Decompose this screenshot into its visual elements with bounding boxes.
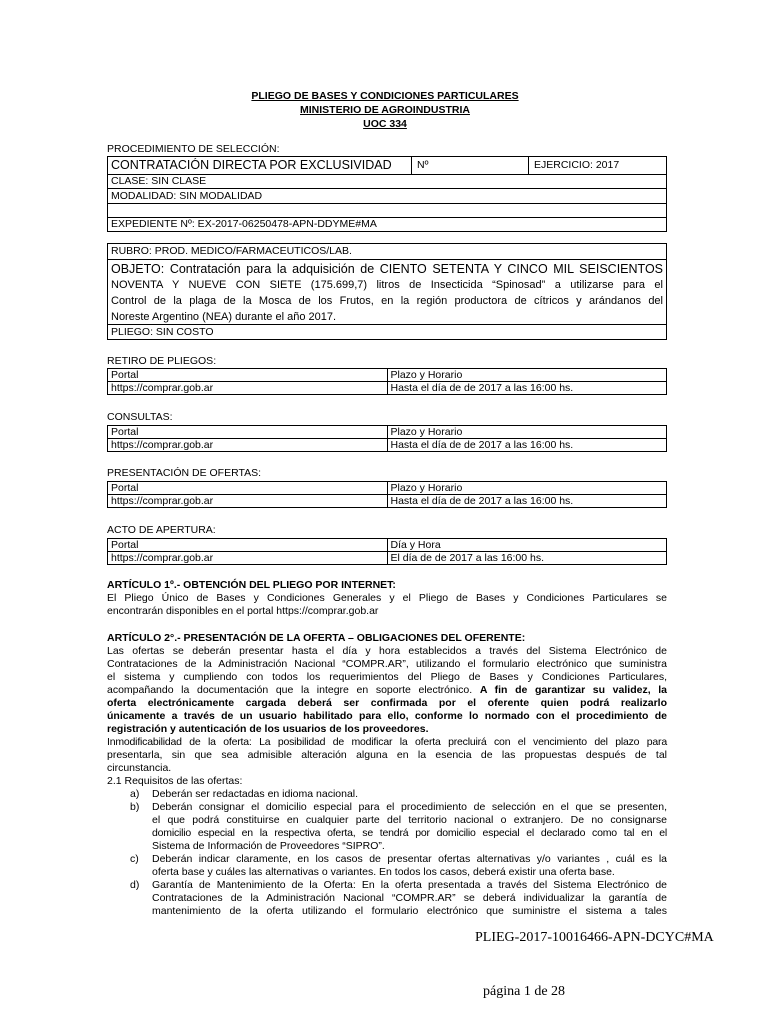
requisito-b: b) Deberán consignar el domicilio especial para el procedimiento de selección en el que se presenten, el que podrá constituirse en cualquier parte del territorio nacional o extranjero. De no consignarse domicilio especial en la respectiva oferta, se tendrá por domicilio especial el declarado como tal en el Sistema de Información de Proveedores “SIPRO”. xyxy=(130,801,667,852)
requisitos-title: 2.1 Requisitos de las ofertas: xyxy=(107,775,243,787)
apertura-dia-head: Día y Hora xyxy=(387,539,667,552)
doc-title: PLIEGO DE BASES Y CONDICIONES PARTICULARES xyxy=(251,90,519,102)
retiro-plazo-value: Hasta el día de de 2017 a las 16:00 hs. xyxy=(387,382,667,395)
presentacion-title: PRESENTACIÓN DE OFERTAS: xyxy=(107,467,262,479)
retiro-title: RETIRO DE PLIEGOS: xyxy=(107,355,217,367)
retiro-portal-link[interactable]: https://comprar.gob.ar xyxy=(108,382,388,395)
requisito-c: c) Deberán indicar claramente, en los casos de presentar ofertas alternativas y/o variantes , cuál es la oferta base y cuáles las alternativas o variantes. En todos los casos, deberá existir una oferta base. xyxy=(130,853,667,878)
procedimiento-modalidad: MODALIDAD: SIN MODALIDAD xyxy=(108,189,666,204)
consultas-portal-link[interactable]: https://comprar.gob.ar xyxy=(108,439,388,452)
procedimiento-clase: CLASE: SIN CLASE xyxy=(108,174,666,189)
objeto-box xyxy=(107,243,667,340)
article-2-title: ARTÍCULO 2°.- PRESENTACIÓN DE LA OFERTA – OBLIGACIONES DEL OFERENTE: xyxy=(107,632,526,644)
procedimiento-numero: Nº xyxy=(417,159,429,171)
retiro-table xyxy=(107,368,667,395)
procedimiento-ejercicio: EJERCICIO: 2017 xyxy=(534,159,620,171)
consultas-title: CONSULTAS: xyxy=(107,411,173,423)
article-1: ARTÍCULO 1º.- OBTENCIÓN DEL PLIEGO POR INTERNET: El Pliego Único de Bases y Condiciones Generales y el Pliego de Bases y Condiciones Particulares se encontrarán disponibles en el portal https://comprar.gob.ar xyxy=(107,579,667,617)
presentacion-plazo-head: Plazo y Horario xyxy=(387,482,667,495)
presentacion-plazo-value: Hasta el día de de 2017 a las 16:00 hs. xyxy=(387,495,667,508)
consultas-table xyxy=(107,425,667,452)
expediente: EXPEDIENTE Nº: EX-2017-06250478-APN-DDYME#MA xyxy=(111,218,377,230)
article-1-title: ARTÍCULO 1º.- OBTENCIÓN DEL PLIEGO POR INTERNET: xyxy=(107,579,396,591)
objeto-text: OBJETO: Contratación para la adquisición de CIENTO SETENTA Y CINCO MIL SEISCIENTOS NOVENTA Y NUEVE CON SIETE (175.699,7) litros de Insecticida “Spinosad” a utilizarse para el Control de la plaga de la Mosca de los Frutos, en la región productora de cítricos y arándanos del Noreste Argentino (NEA) durante el año 2017. xyxy=(111,262,663,323)
presentacion-portal-link[interactable]: https://comprar.gob.ar xyxy=(108,495,388,508)
presentacion-table xyxy=(107,481,667,508)
page-number: página 1 de 28 xyxy=(483,984,566,999)
doc-ministry: MINISTERIO DE AGROINDUSTRIA xyxy=(300,104,470,116)
apertura-dia-value: El día de de 2017 a las 16:00 hs. xyxy=(387,552,667,565)
apertura-title: ACTO DE APERTURA: xyxy=(107,524,216,536)
consultas-plazo-value: Hasta el día de de 2017 a las 16:00 hs. xyxy=(387,439,667,452)
consultas-portal-head: Portal xyxy=(108,426,388,439)
procedimiento-label: PROCEDIMIENTO DE SELECCIÓN: xyxy=(107,143,280,155)
rubro: RUBRO: PROD. MEDICO/FARMACEUTICOS/LAB. xyxy=(108,244,666,260)
procedimiento-box xyxy=(107,156,667,232)
requisito-d: d) Garantía de Mantenimiento de la Oferta: En la oferta presentada a través del Sistema Electrónico de Contrataciones de la Administración Nacional “COMPR.AR” se deberá individualizar la garantía de mantenimiento de la oferta utilizando el formulario electrónico que suministre el sistema a tales xyxy=(130,879,667,917)
presentacion-portal-head: Portal xyxy=(108,482,388,495)
document-id: PLIEG-2017-10016466-APN-DCYC#MA xyxy=(475,930,714,945)
doc-uoc: UOC 334 xyxy=(363,118,407,130)
apertura-table xyxy=(107,538,667,565)
pliego-costo: PLIEGO: SIN COSTO xyxy=(111,326,214,338)
article-2: ARTÍCULO 2°.- PRESENTACIÓN DE LA OFERTA – OBLIGACIONES DEL OFERENTE: Las ofertas se deberán presentar hasta el día y hora establecidos a través del Sistema Electrónico de Contrataciones de la Administración Nacional “COMPR.AR”, utilizando el formulario electrónico que suministra el sistema y cumpliendo con todos los requerimientos del Pliego de Bases y Condiciones Particulares, acompañando la documentación que la integre en soporte electrónico. A fin de garantizar su validez, la oferta electrónicamente cargada deberá ser confirmada por el oferente quien podrá realizarlo únicamente a través de un usuario habilitado para ello, conforme lo normado con el procedimiento de registración y autenticación de los usuarios de los proveedores. Inmodificabilidad de la oferta: La posibilidad de modificar la oferta precluirá con el vencimiento del plazo para presentarla, sin que sea admisible alteración alguna en la esencia de las propuestas después de tal circunstancia. 2.1 Requisitos de las ofertas: a) Deberán ser redactadas en idioma nacional. b) Deberán consignar el domicilio especial para el procedimiento de selección en el que se presenten, el que podrá constituirse en cualquier parte del territorio nacional o extranjero. De no consignarse domicilio especial en la respectiva oferta, se tendrá por domicilio especial el declarado como tal en el Sistema de Información de Proveedores “SIPRO”. c) Deberán indicar claramente, en los casos de presentar ofertas alternativas y/o variantes , cuál es la oferta base y cuáles las alternativas o variantes. En todos los casos, deberá existir una oferta base. d) Garantía de Mantenimiento de la Oferta: En la oferta presentada a través del Sistema Electrónico de Contrataciones de la Administración Nacional “COMPR.AR” se deberá individualizar la garantía de mantenimiento de la oferta utilizando el formulario electrónico que suministre el sistema a tales xyxy=(107,632,667,917)
procedimiento-tipo: CONTRATACIÓN DIRECTA POR EXCLUSIVIDAD xyxy=(111,158,392,172)
apertura-portal-head: Portal xyxy=(108,539,388,552)
apertura-portal-link[interactable]: https://comprar.gob.ar xyxy=(108,552,388,565)
retiro-portal-head: Portal xyxy=(108,369,388,382)
consultas-plazo-head: Plazo y Horario xyxy=(387,426,667,439)
requisito-a: a) Deberán ser redactadas en idioma nacional. xyxy=(130,788,359,800)
retiro-plazo-head: Plazo y Horario xyxy=(387,369,667,382)
